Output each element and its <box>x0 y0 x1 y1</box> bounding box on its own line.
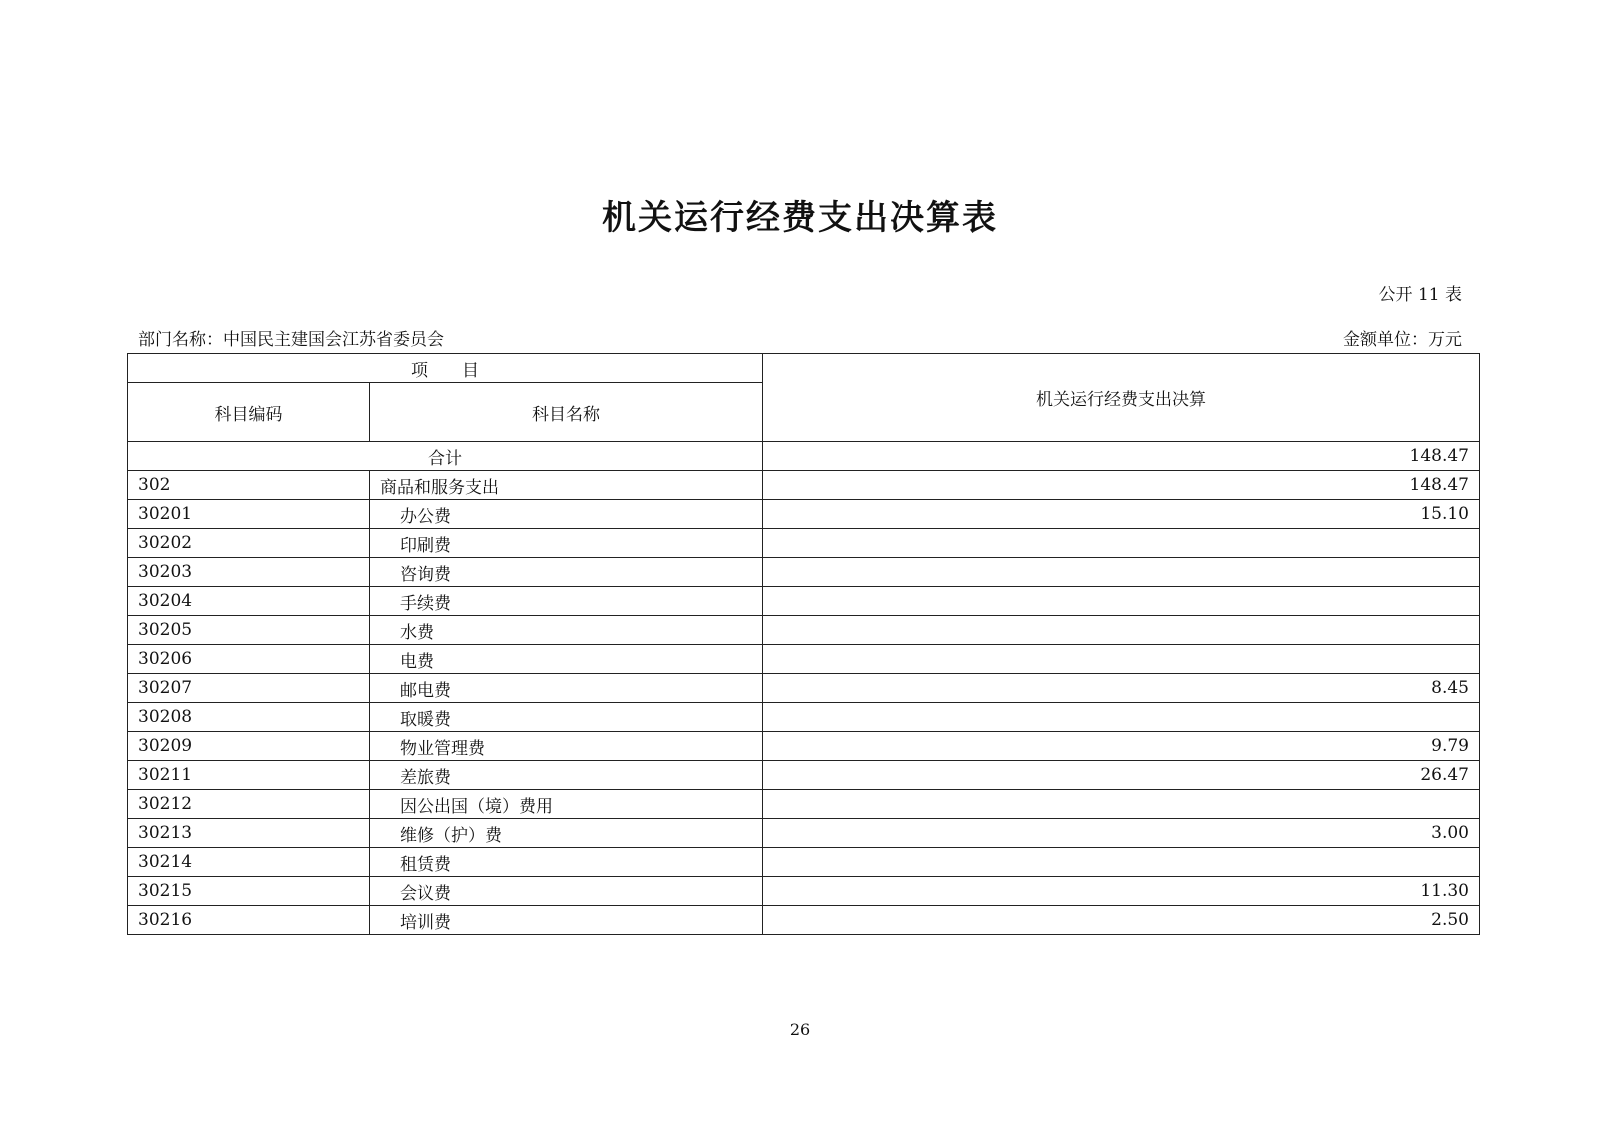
row-value <box>763 703 1480 732</box>
table-row <box>128 819 1480 848</box>
row-value: 148.47 <box>763 471 1480 500</box>
row-code: 30207 <box>128 674 370 703</box>
row-name: 电费 <box>370 645 763 674</box>
row-code: 30211 <box>128 761 370 790</box>
row-value: 26.47 <box>763 761 1480 790</box>
row-name: 邮电费 <box>370 674 763 703</box>
row-name: 物业管理费 <box>370 732 763 761</box>
header-code: 科目编码 <box>128 383 370 442</box>
table-row <box>128 674 1480 703</box>
page-number: 26 <box>789 1020 811 1039</box>
row-value <box>763 558 1480 587</box>
department-label: 部门名称：中国民主建国会江苏省委员会 <box>138 330 444 350</box>
row-code: 30204 <box>128 587 370 616</box>
row-name: 办公费 <box>370 500 763 529</box>
row-code: 30214 <box>128 848 370 877</box>
row-code: 30201 <box>128 500 370 529</box>
row-name: 租赁费 <box>370 848 763 877</box>
header-row <box>128 354 1480 383</box>
row-value <box>763 848 1480 877</box>
table-row <box>128 790 1480 819</box>
total-label: 合计 <box>128 442 763 471</box>
table-row <box>128 761 1480 790</box>
row-name: 取暖费 <box>370 703 763 732</box>
table-row <box>128 848 1480 877</box>
header-name: 科目名称 <box>370 383 763 442</box>
row-value: 2.50 <box>763 906 1480 935</box>
table-row <box>128 529 1480 558</box>
table-row <box>128 500 1480 529</box>
row-name: 水费 <box>370 616 763 645</box>
unit-label: 金额单位：万元 <box>1343 330 1462 350</box>
row-value <box>763 587 1480 616</box>
row-code: 30216 <box>128 906 370 935</box>
page-title: 机关运行经费支出决算表 <box>602 198 998 238</box>
row-code: 30208 <box>128 703 370 732</box>
row-value <box>763 529 1480 558</box>
row-name: 印刷费 <box>370 529 763 558</box>
header-amount: 机关运行经费支出决算 <box>763 354 1480 442</box>
table-row <box>128 471 1480 500</box>
row-value <box>763 616 1480 645</box>
row-name: 差旅费 <box>370 761 763 790</box>
row-value <box>763 645 1480 674</box>
row-value: 8.45 <box>763 674 1480 703</box>
row-value: 11.30 <box>763 877 1480 906</box>
row-name: 商品和服务支出 <box>370 471 763 500</box>
table-row <box>128 732 1480 761</box>
header-item: 项 目 <box>128 354 763 383</box>
row-value: 15.10 <box>763 500 1480 529</box>
row-name: 维修（护）费 <box>370 819 763 848</box>
row-code: 30215 <box>128 877 370 906</box>
form-number: 公开 11 表 <box>1378 285 1462 305</box>
row-code: 30213 <box>128 819 370 848</box>
row-value: 9.79 <box>763 732 1480 761</box>
row-code: 30202 <box>128 529 370 558</box>
row-code: 30206 <box>128 645 370 674</box>
total-row <box>128 442 1480 471</box>
row-value: 3.00 <box>763 819 1480 848</box>
row-code: 302 <box>128 471 370 500</box>
row-name: 手续费 <box>370 587 763 616</box>
row-code: 30209 <box>128 732 370 761</box>
row-name: 咨询费 <box>370 558 763 587</box>
table-row <box>128 587 1480 616</box>
row-value <box>763 790 1480 819</box>
row-name: 培训费 <box>370 906 763 935</box>
total-value: 148.47 <box>763 442 1480 471</box>
table-row <box>128 877 1480 906</box>
table-row <box>128 703 1480 732</box>
row-code: 30205 <box>128 616 370 645</box>
row-name: 会议费 <box>370 877 763 906</box>
table-row <box>128 645 1480 674</box>
row-code: 30212 <box>128 790 370 819</box>
row-code: 30203 <box>128 558 370 587</box>
table-row <box>128 616 1480 645</box>
table-row <box>128 906 1480 935</box>
row-name: 因公出国（境）费用 <box>370 790 763 819</box>
table-row <box>128 558 1480 587</box>
expenditure-table <box>127 353 1480 935</box>
